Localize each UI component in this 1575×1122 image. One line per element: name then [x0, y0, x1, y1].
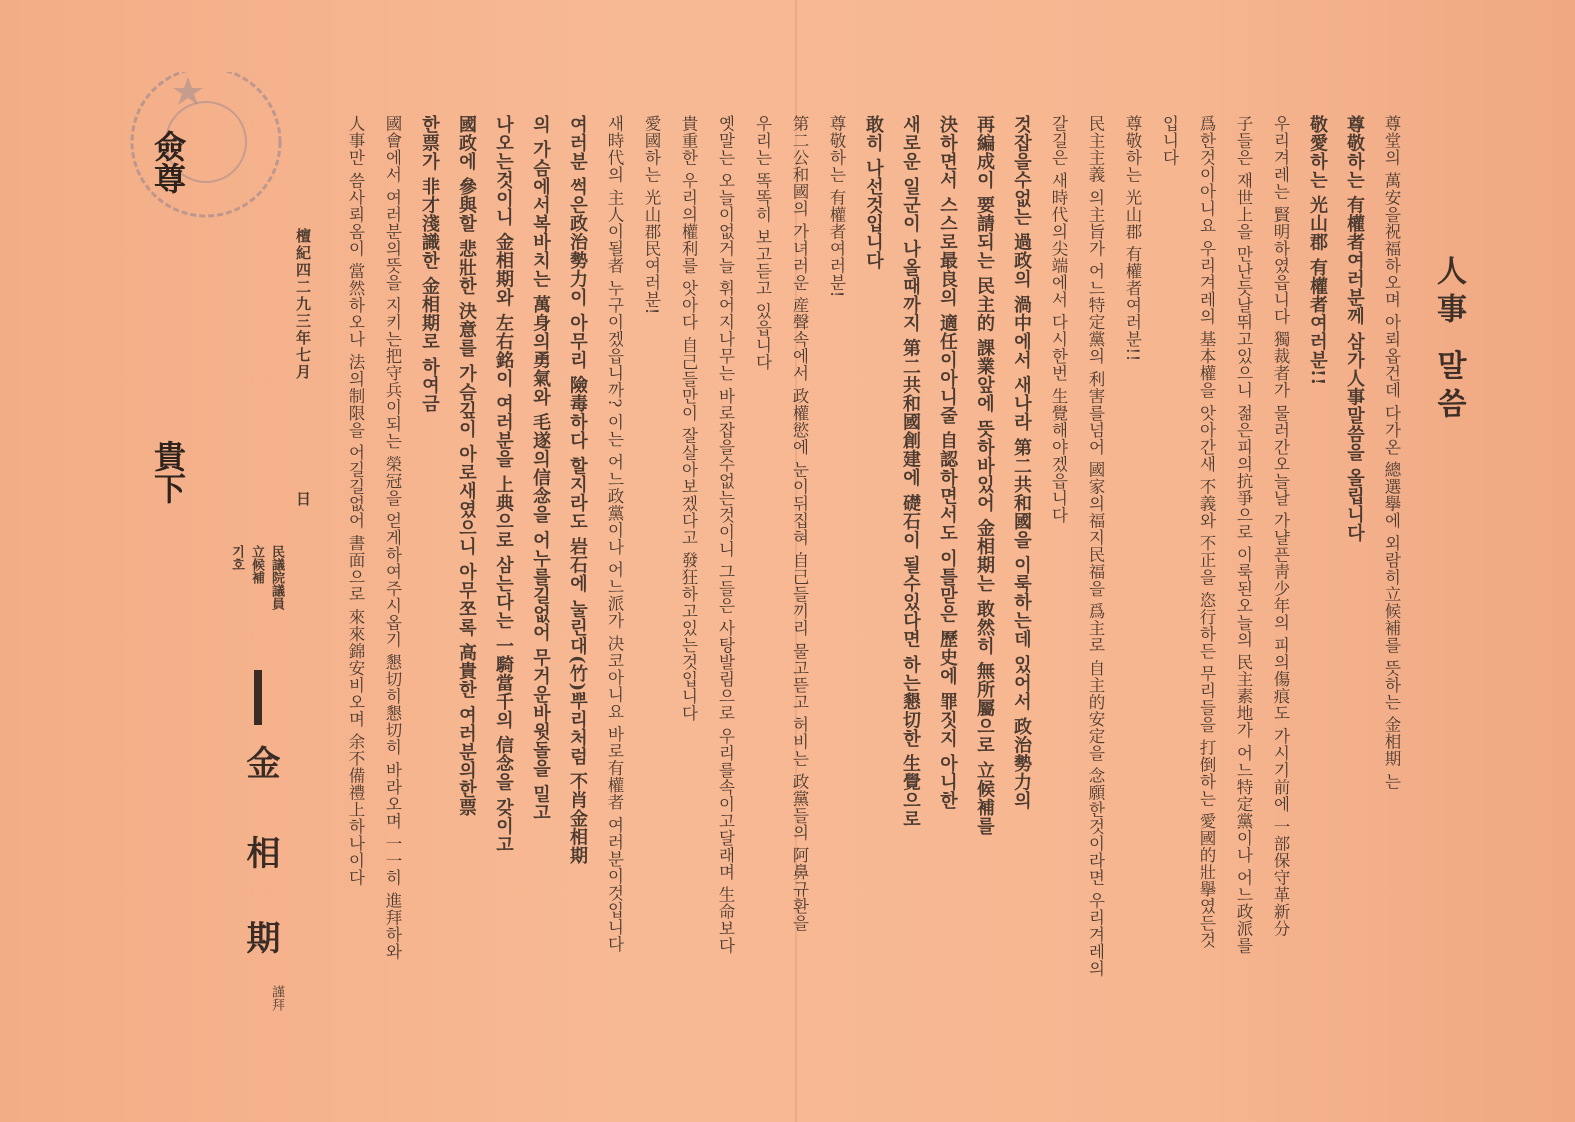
recipient-suffix: 貴下	[149, 440, 187, 504]
date-year-month: 檀紀四二九三年七月	[294, 228, 312, 381]
name-char: 期	[240, 920, 280, 954]
body-column: 갈길은 새時代의尖端에서 다시한번 生覺해야겠읍니다	[1049, 115, 1068, 524]
name-char: 金	[240, 745, 280, 779]
candidate-number-mark	[254, 670, 262, 725]
body-column: 民主主義 의主旨가 어느特定黨의 利害를넘어 國家의福지民福을 爲主로 自主的安定을 念願한것이라면 우리겨레의	[1086, 115, 1105, 977]
body-column: 敬愛하는 光山郡 有權者여러분!!	[1307, 115, 1328, 386]
body-column: 貴重한 우리의權利를 앗아다 自己들만이 잘살아보겠다고 發狂하고있는것입니다	[679, 115, 698, 722]
body-column: 여러분 썩은政治勢力이 아무리 險毒하다 할지라도 岩石에 눌린대(竹)뿌리처럼 不肖金相期	[567, 115, 588, 865]
recipient-honorific: 僉尊	[149, 130, 187, 194]
body-column: 第二公和國의 가녀러운 産聲속에서 政權慾에 눈이뒤집혀 自己들끼리 물고뜯고 허비는 政黨들의 阿鼻규환을	[790, 115, 809, 932]
body-column: 옛말는 오늘이없거늘 휘어지나무는 바로잡을수없는것이니 그들은 사탕발림으로 우리를속이고달래며 生命보다	[716, 115, 735, 955]
candidate-office	[228, 545, 284, 610]
body-column: 人事만 씀사뢰옴이 當然하오나 法의制限을 어길길없어 書面으로 來來錦安비오며 余不備禮上하나이다	[346, 115, 365, 887]
body-column: 子들은 재世上을 만난듯날뛰고있으니 젊은피의抗爭으로 이룩된오늘의 民主素地가 어느特定黨이나 어느政派를	[1234, 115, 1253, 955]
body-column: 나오는것이니 金相期와 左右銘이 여러분을 上典으로 삼는다는 一騎當千의 信念을 갖이고	[493, 115, 514, 854]
date-day: 日	[294, 491, 312, 508]
seal-stamp-icon	[118, 72, 288, 222]
body-column: 尊敬하는 有權者여러분!	[827, 115, 846, 298]
body-column: 愛國하는 光山郡民여러분!	[642, 115, 661, 315]
body-column: 입니다	[1160, 115, 1179, 166]
body-column: 國政에 參與할 悲壯한 決意를 가슴깊이 아로새였으니 아무쪼록 高貴한 여러분의한票	[456, 115, 477, 817]
body-column: 國會에서 여러분의뜻을 지키는把守兵이되는 榮冠을 얻게하여주시옵기 懇切히懇切히 바라오며 一一히 進拜하와	[383, 115, 402, 960]
body-column: 새로운 일군이 나올때까지 第二共和國創建에 礎石이 될수있다면 하는懇切한 生覺으로	[900, 115, 921, 829]
body-column: 한票가 非才淺識한 金相期로 하여금	[419, 115, 440, 413]
body-column: 爲한것이아니요 우리겨레의 基本權을 앗아간새 不義와 不正을 恣行하든 무리들을 打倒하는 愛國的壯擧였든것	[1197, 115, 1216, 949]
number-label: 기호	[229, 545, 244, 571]
body-column: 尊敬하는 光山郡 有權者여러분!!	[1123, 115, 1142, 362]
body-column: 再編成이 要請되는 民主的 課業앞에 뜻하바있어 金相期는 敢然히 無所屬으로 立候補를	[974, 115, 995, 836]
body-column: 尊堂의 萬安을祝福하오며 아뢰옵건데 다가온 總選擧에 외람히立候補를 뜻하는 金相期 는	[1382, 115, 1401, 790]
office-line-2: 立候補	[249, 545, 264, 584]
body-column: 것잡을수없는 過政의 渦中에서 새나라 第二共和國을 이룩하는데 있어서 政治勢力의	[1011, 115, 1032, 810]
body-column: 의 가슴에서복바치는 萬身의勇氣와 毛遂의信念을 어누를길없어 무거운바윗돌을 밀고	[530, 115, 551, 822]
body-column: 새時代의 主人이될者 누구이겠읍니까? 이는 어느政黨이나 어느派가 决코아니요 바로有權者 여러분이것입니다	[605, 115, 624, 953]
document-title: 人事 말씀	[1431, 255, 1466, 426]
letter-body	[337, 115, 1410, 1105]
signature-block	[228, 545, 288, 1045]
body-column: 우리겨레는 賢明하였읍니다 獨裁者가 물러간오늘날 가냘픈靑少年의 피의傷痕도 가시기前에 一部保守革新分	[1271, 115, 1290, 938]
body-column: 決하면서 스스로最良의 適任이아니줄 自認하면서도 이틀맏은 歷史에 罪짓지 아니한	[937, 115, 958, 810]
closing-word: 謹拜	[269, 985, 284, 1011]
body-column: 우리는 똑똑히 보고듣고 있읍니다	[753, 115, 772, 371]
body-column: 尊敬하는 有權者여러분께 삼가人事말씀을 올립니다	[1344, 115, 1365, 543]
document-date	[292, 228, 314, 508]
body-column: 敢히 나선것입니다	[863, 115, 884, 270]
name-char: 相	[240, 835, 280, 869]
office-line-1: 民議院議員	[269, 545, 284, 610]
